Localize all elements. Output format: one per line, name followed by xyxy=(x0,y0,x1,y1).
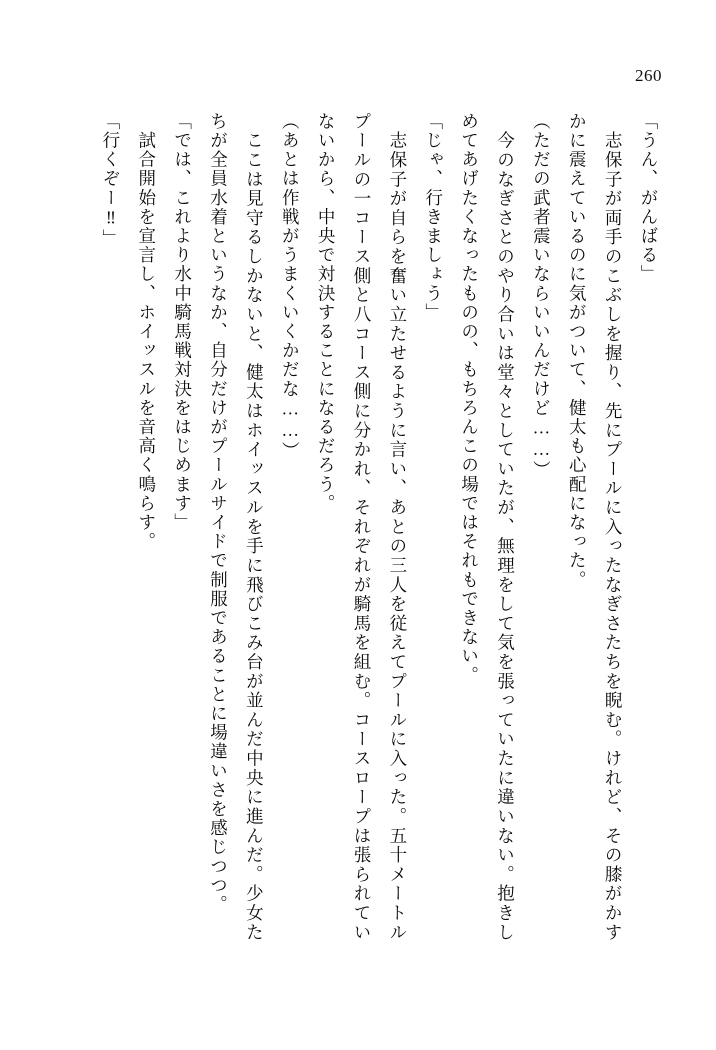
page-number: 260 xyxy=(635,66,662,85)
paragraph: 「行くぞー‼」 xyxy=(100,112,121,249)
paragraph: （あとは作戦がうまくいくかだな……） xyxy=(280,112,301,461)
paragraph: 「では、これより水中騎馬戦対決をはじめます」 xyxy=(172,112,193,533)
paragraph: 試合開始を宣言し、ホイッスルを音高く鳴らす。 xyxy=(136,112,157,552)
paragraph: 「うん、がんばる」 xyxy=(639,112,659,284)
page-text-body xyxy=(52,112,666,942)
paragraph: ここは見守るしかないと、健太はホイッスルを手に飛びこみ台が並んだ中央に進んだ。少女たちが全員水着というなか、自分だけがプールサイドで制服であることに場違いさを感じつつ。 xyxy=(208,112,265,942)
paragraph: （ただの武者震いならいいんだけど……） xyxy=(531,112,552,480)
paragraph: 「じゃ、行きましょう」 xyxy=(423,112,444,323)
paragraph: 志保子が両手のこぶしを握り、先にプールに入ったなぎさたちを睨む。けれど、その膝がかすかに震えているのに気がついて、健太も心配になった。 xyxy=(567,112,624,942)
paragraph: 今のなぎさとのやり合いは堂々としていたが、無理をして気を張っていたに違いない。抱きしめてあげたくなったものの、もちろんこの場ではそれもできない。 xyxy=(459,112,516,942)
paragraph: 志保子が自らを奮い立たせるように言い、あとの三人を従えてプールに入った。五十メートルプールの一コース側と八コース側に分かれ、それぞれが騎馬を組む。コースロープは張られていないから、中央で対決することになるだろう。 xyxy=(316,112,408,942)
